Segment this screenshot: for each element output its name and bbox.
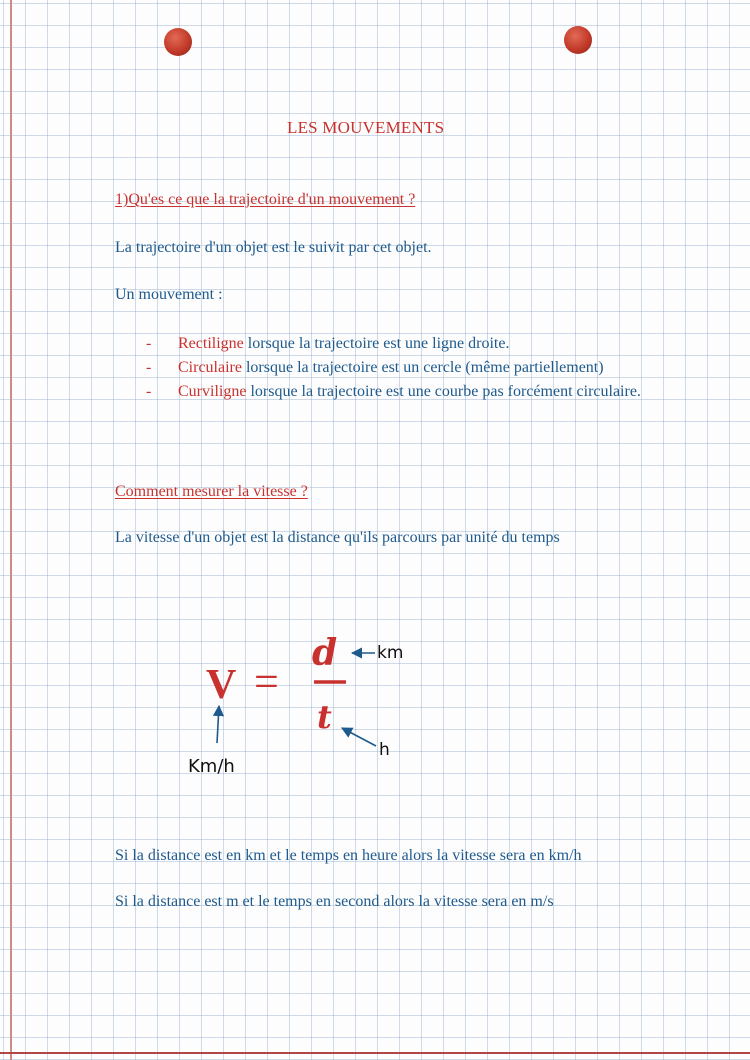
bottom-edge-line [0,1052,750,1054]
list-item [140,356,642,380]
formula-diagram [170,620,430,790]
term-curviligne: Curviligne [178,383,247,400]
conclusion-km-h: Si la distance est en km et le temps en heure alors la vitesse sera en km/h [115,847,582,864]
term-description: lorsque la trajectoire est une courbe pas forcément circulaire. [246,383,641,400]
velocity-symbol: V [206,662,237,708]
time-symbol: t [317,698,332,736]
section2-heading: Comment mesurer la vitesse ? [115,483,308,500]
list-dash: - [146,383,152,400]
movement-types-list [140,332,642,404]
term-circulaire: Circulaire [178,359,242,376]
conclusion-m-s: Si la distance est m et le temps en second alors la vitesse sera en m/s [115,893,554,910]
equals-sign: = [254,657,279,706]
term-description: lorsque la trajectoire est une ligne droite. [243,335,510,352]
speed-formula [170,620,430,790]
page-title: LES MOUVEMENTS [287,118,445,137]
list-dash: - [146,359,152,376]
distance-unit-label: km [377,643,404,663]
list-item [140,332,642,356]
distance-symbol: d [312,632,338,674]
binder-hole-right [564,26,592,54]
velocity-unit-label: Km/h [188,756,235,777]
binder-hole-left [164,28,192,56]
arrow-to-velocity [217,706,219,743]
margin-line [10,0,12,1060]
list-dash: - [146,335,152,352]
section1-heading: 1)Qu'es ce que la trajectoire d'un mouvement ? [115,191,416,208]
arrow-to-time [342,728,376,746]
trajectory-definition: La trajectoire d'un objet est le suivit par cet objet. [115,239,432,256]
list-item [140,380,642,404]
movement-intro: Un mouvement : [115,286,223,303]
term-rectiligne: Rectiligne [178,335,244,352]
speed-definition: La vitesse d'un objet est la distance qu'ils parcours par unité du temps [115,529,560,546]
term-description: lorsque la trajectoire est un cercle (même partiellement) [241,359,604,376]
time-unit-label: h [379,740,390,760]
